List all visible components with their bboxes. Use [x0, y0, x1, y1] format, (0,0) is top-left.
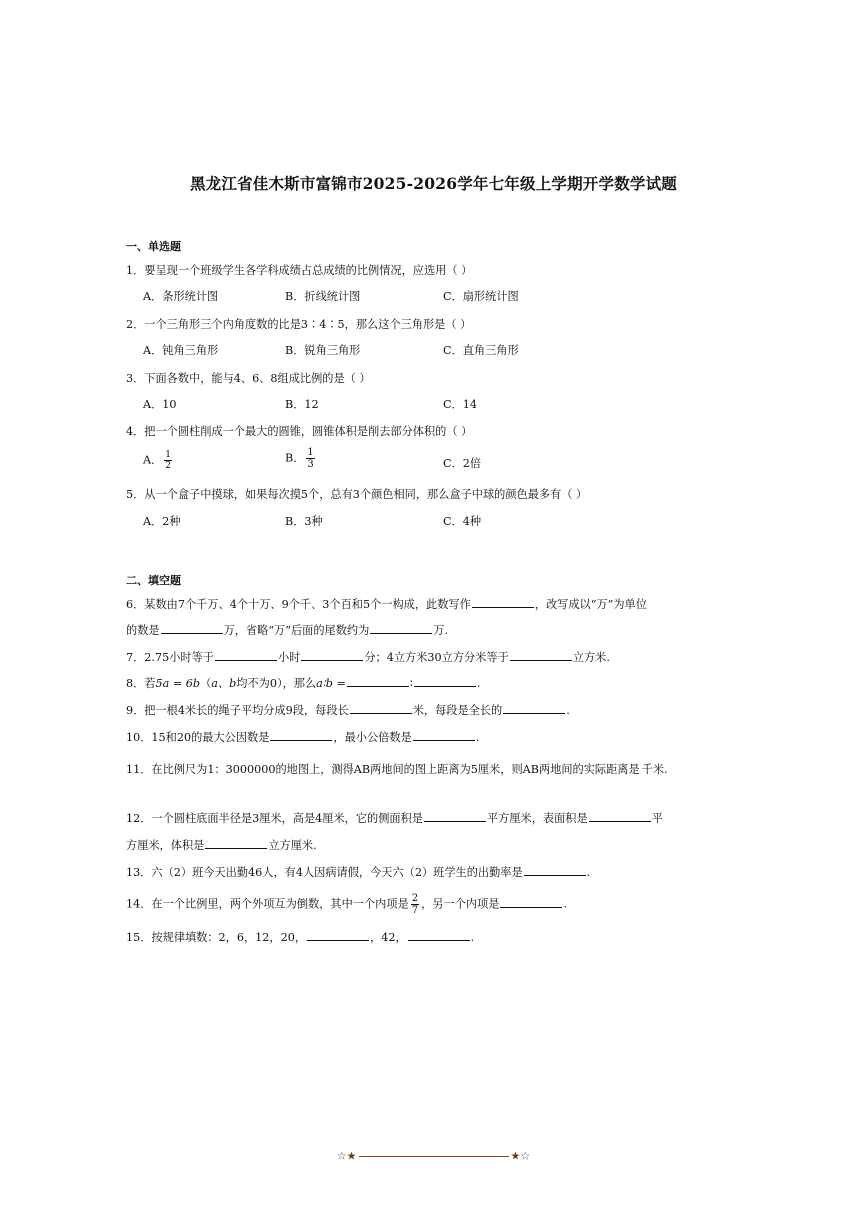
- answer-blank[interactable]: [413, 730, 475, 741]
- q4-option-b: [285, 447, 317, 470]
- star-icon: ★☆: [510, 1149, 531, 1163]
- page-footer-ornament: [0, 1149, 867, 1163]
- answer-blank[interactable]: [424, 811, 486, 822]
- answer-blank[interactable]: [510, 650, 572, 661]
- answer-blank[interactable]: [347, 676, 409, 687]
- q7-text-d: 立方米.: [572, 651, 610, 664]
- q5-option-b: B．3种: [285, 515, 323, 528]
- q14-fraction: [411, 893, 419, 916]
- question-6-continued: [126, 622, 448, 638]
- q12-text-b: 平方厘米，表面积是: [486, 812, 588, 825]
- q2-option-b: B．锐角三角形: [285, 344, 361, 357]
- answer-blank[interactable]: [307, 930, 369, 941]
- question-15: [126, 929, 474, 945]
- q6-text-a: 6．某数由7个千万、4个十万、9个千、3个百和5个一构成，此数写作: [126, 598, 471, 611]
- page-title: 黑龙江省佳木斯市富锦市2025-2026学年七年级上学期开学数学试题: [189, 174, 677, 193]
- answer-blank[interactable]: [161, 623, 223, 634]
- q1-option-c: C．扇形统计图: [443, 290, 519, 303]
- q8-text-c: 均不为0），那么: [236, 677, 317, 690]
- q2-option-c: C．直角三角形: [443, 344, 519, 357]
- q7-text-a: 7．2.75小时等于: [126, 651, 214, 664]
- star-icon: ☆★: [336, 1149, 357, 1163]
- q1-option-b: B．折线统计图: [285, 290, 361, 303]
- question-11: [126, 756, 688, 783]
- q12-text-c: 平: [651, 812, 663, 825]
- q14-text-a: 14．在一个比例里，两个外项互为倒数，其中一个内项是: [126, 897, 409, 911]
- q10-text-a: 10．15和20的最大公因数是: [126, 731, 270, 744]
- fraction-denominator: 2: [165, 461, 172, 471]
- answer-blank[interactable]: [524, 865, 586, 876]
- q8-text-a: 8．若: [126, 677, 156, 690]
- answer-blank[interactable]: [270, 730, 332, 741]
- q9-text-a: 9．把一根4米长的绳子平均分成9段，每段长: [126, 704, 349, 717]
- q8-ratio: a∶b =: [316, 677, 346, 690]
- q8-colon: ∶: [409, 677, 413, 690]
- answer-blank[interactable]: [500, 897, 562, 908]
- q3-option-a: A．10: [143, 398, 177, 411]
- footer-divider: [359, 1156, 509, 1157]
- answer-blank[interactable]: [215, 650, 277, 661]
- answer-blank[interactable]: [472, 597, 534, 608]
- q1-option-a: A．条形统计图: [143, 290, 219, 303]
- q4-option-a: [143, 450, 174, 471]
- answer-blank[interactable]: [301, 650, 363, 661]
- q9-text-b: 米，每段是全长的: [412, 704, 503, 717]
- question-13: [126, 864, 590, 880]
- question-3: 3．下面各数中，能与4、6、8组成比例的是（ ）: [126, 372, 371, 385]
- q13-text-a: 13．六（2）班今天出勤46人，有4人因病请假，今天六（2）班学生的出勤率是: [126, 866, 523, 879]
- q15-text-c: .: [470, 931, 475, 944]
- q11-text-a: 11．在比例尺为1：3000000的地图上，测得AB两地间的图上距离为5厘米，则AB两地间的实际距离是: [126, 763, 640, 776]
- answer-blank[interactable]: [408, 930, 470, 941]
- fraction-numerator: 1: [307, 447, 314, 458]
- answer-blank[interactable]: [503, 703, 565, 714]
- answer-blank[interactable]: [589, 811, 651, 822]
- q9-text-c: .: [566, 704, 570, 717]
- fraction-denominator: 3: [307, 459, 314, 470]
- q8-text-b: （: [200, 677, 212, 690]
- question-12-continued: [126, 837, 317, 853]
- question-12: [126, 810, 663, 826]
- answer-blank[interactable]: [205, 838, 267, 849]
- question-6: [126, 596, 647, 612]
- q6-text-e: 万.: [433, 624, 449, 637]
- q2-option-a: A．钝角三角形: [143, 344, 219, 357]
- question-8: [126, 675, 480, 691]
- q15-text-b: ，42，: [370, 931, 407, 944]
- q8-end: .: [476, 677, 481, 690]
- q12-text-d: 方厘米，体积是: [126, 839, 205, 852]
- q14-text-c: .: [563, 897, 568, 911]
- q7-text-b: 小时: [277, 651, 301, 664]
- q3-option-c: C．14: [443, 398, 477, 411]
- fraction-denominator: 7: [411, 905, 419, 916]
- q5-option-a: A．2种: [143, 515, 181, 528]
- q5-option-c: C．4种: [443, 515, 482, 528]
- q15-text-a: 15．按规律填数：2，6，12，20，: [126, 931, 307, 944]
- question-7: [126, 649, 610, 665]
- q4-option-c: C．2倍: [443, 457, 482, 470]
- q6-text-b: ，改写成以“万”为单位: [534, 598, 647, 611]
- q7-text-c: 分；4立方米30立方分米等于: [364, 651, 509, 664]
- q8-variables: a、b: [211, 677, 237, 690]
- question-1: 1．要呈现一个班级学生各学科成绩占总成绩的比例情况，应选用（ ）: [126, 264, 473, 277]
- q4-option-b-fraction: [306, 447, 314, 470]
- q14-text-b: ，另一个内项是: [421, 897, 500, 911]
- section-heading-single-choice: 一、单选题: [126, 240, 181, 253]
- fraction-numerator: 1: [165, 450, 172, 460]
- section-heading-fill-in: 二、填空题: [126, 574, 181, 587]
- q13-text-b: .: [586, 866, 591, 879]
- q3-option-b: B．12: [285, 398, 319, 411]
- q10-text-c: .: [475, 731, 480, 744]
- question-9: [126, 702, 570, 718]
- question-10: [126, 729, 479, 745]
- q6-text-d: 万，省略“万”后面的尾数约为: [223, 624, 370, 637]
- question-5: 5．从一个盒子中摸球，如果每次摸5个，总有3个颜色相同，那么盒子中球的颜色最多有（ ）: [126, 488, 588, 501]
- question-4: 4．把一个圆柱削成一个最大的圆锥，圆锥体积是削去部分体积的（ ）: [126, 425, 473, 438]
- answer-blank[interactable]: [370, 623, 432, 634]
- q6-text-c: 的数是: [126, 624, 160, 637]
- fraction-numerator: 2: [411, 893, 419, 904]
- q12-text-e: 立方厘米.: [268, 839, 317, 852]
- q10-text-b: ，最小公倍数是: [333, 731, 412, 744]
- q4-option-b-label: B．: [285, 451, 305, 465]
- q4-option-a-fraction: [164, 450, 172, 471]
- q8-equation: 5a = 6b: [155, 677, 201, 690]
- q4-option-a-label: A．: [143, 453, 163, 467]
- question-14: [126, 893, 567, 916]
- q12-text-a: 12．一个圆柱底面半径是3厘米，高是4厘米，它的侧面积是: [126, 812, 423, 825]
- answer-blank[interactable]: [414, 676, 476, 687]
- answer-blank[interactable]: [350, 703, 412, 714]
- q11-text-b: 千米.: [641, 763, 668, 776]
- question-2: 2．一个三角形三个内角度数的比是3∶4∶5，那么这个三角形是（ ）: [126, 318, 472, 331]
